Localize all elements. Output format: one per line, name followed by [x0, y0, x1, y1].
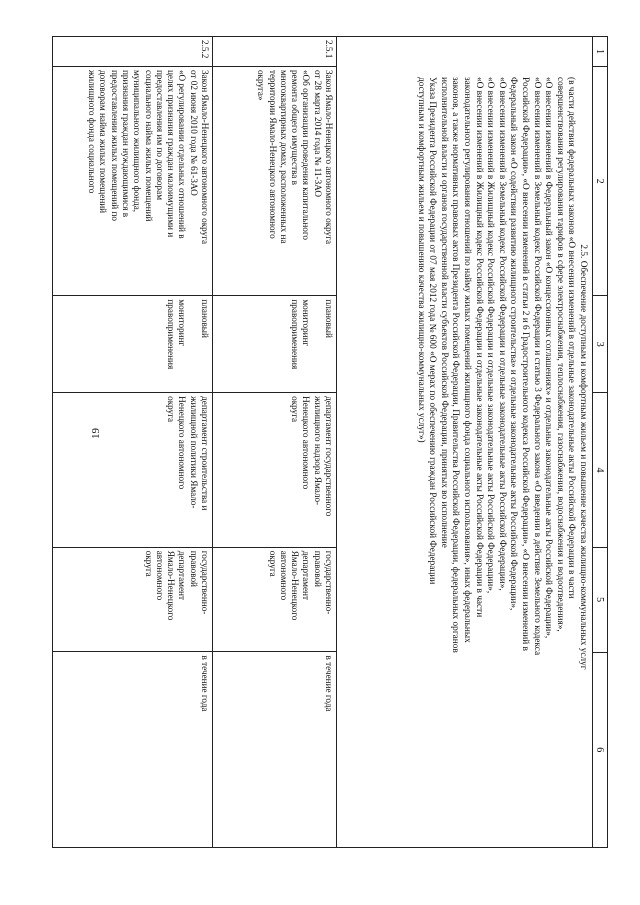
law-cell	[213, 67, 336, 296]
kind-line: правоприменения	[290, 299, 301, 370]
column-header-3: 3	[593, 296, 607, 393]
page-number: 19	[90, 428, 102, 439]
section-line: «О внесении изменений в Земельный кодекс Российской Федерации и статью 3 Федерального закона «О введении в действие Земельного кодекса	[531, 77, 542, 656]
co-executor-cell	[213, 548, 336, 653]
law-line: Закон Ямало-Ненецкого автономного округа	[324, 69, 334, 245]
agency-line: департамент строительства и	[200, 396, 210, 511]
term-line: в течение года	[200, 655, 210, 712]
kind-line: правоприменения	[166, 299, 177, 370]
agency-line: округа	[166, 396, 177, 423]
column-header-2: 2	[593, 67, 607, 296]
kind-line: плановый	[200, 299, 210, 338]
agency-line: Ненецкого автономного	[177, 396, 188, 490]
term-cell	[53, 652, 212, 847]
column-header-1: 1	[593, 37, 607, 67]
law-line: ремонта общего имущества в	[290, 69, 301, 186]
agency-line: жилищной политики Ямало-	[188, 396, 199, 509]
section-line: «О внесении изменений в Жилищный кодекс Российской Федерации и отдельные законодательные акты Российской Федерации»,	[485, 77, 496, 594]
section-line: «О внесении изменений в Земельный кодекс Российской Федерации и отдельные законодательные акты Российской Федерации»,	[496, 77, 507, 591]
section-line: законов, а также нормативных правовых актов Президента Российской Федерации, Правительства Российской Федерации, федеральных органов	[450, 77, 461, 653]
section-line: исполнительной власти и органов государственной власти субъектов Российской Федерации, принятых во исполнение	[438, 77, 449, 548]
kind-cell	[53, 296, 212, 393]
law-line: социального найма жилых помещений	[143, 69, 154, 222]
table-row	[52, 36, 212, 848]
co-line: департамент	[177, 550, 188, 600]
section-line: Российской Федерации», «О внесении изменений в статьи 2 и 6 Градостроительного кодекса Российской Федерации», «О внесении изменений в	[520, 77, 531, 651]
table-row	[212, 36, 336, 848]
section-line: Федеральный закон «О содействии развитию жилищного строительства» и отдельные законодательные акты Российской Федерации»,	[508, 77, 519, 611]
agency-line: жилищного надзора Ямало-	[312, 396, 323, 506]
row-number: 2.5.2	[53, 37, 212, 67]
co-line: правовой	[188, 550, 199, 587]
row-number: 2.5.1	[213, 37, 336, 67]
co-line: округа	[267, 550, 278, 577]
co-line: автономного	[154, 550, 165, 601]
agency-line: Ненецкого автономного	[301, 396, 312, 490]
agency-line: департамент государственного	[324, 396, 334, 517]
law-cell	[53, 67, 212, 296]
section-text	[414, 77, 588, 837]
co-line: Ямало-Ненецкого	[166, 550, 177, 621]
column-header-4: 4	[593, 393, 607, 548]
co-line: правовой	[312, 550, 323, 587]
section-line: «О внесении изменений в Жилищный кодекс Российской Федерации и отдельные законодательные акты Российской Федерации в части	[473, 77, 484, 618]
kind-line	[311, 299, 322, 389]
law-line: от 02 июня 2010 года № 61-ЗАО	[188, 69, 199, 196]
law-line: округа»	[256, 69, 267, 101]
term-line: в течение года	[324, 655, 334, 712]
co-line: государственно-	[324, 550, 334, 615]
law-line: предоставлении жилых помещений по	[109, 69, 120, 221]
co-executor-cell	[53, 548, 212, 653]
co-line: округа	[143, 550, 154, 577]
law-line: предоставления им по договорам	[154, 69, 165, 201]
agency-cell	[213, 393, 336, 548]
law-line: договорам найма жилых помещений	[98, 69, 109, 214]
agency-cell	[53, 393, 212, 548]
section-line: совершенствования регулирования тарифов в сфере электроснабжения, теплоснабжения, газоснабжения, водоснабжения и водоотведения»,	[554, 77, 565, 632]
law-line: «О регулировании отдельных отношений в	[177, 69, 188, 239]
co-line: государственно-	[200, 550, 210, 615]
law-line: признания граждан нуждающимися в	[120, 69, 131, 218]
co-line: автономного	[278, 550, 289, 601]
kind-line: мониторинг	[301, 299, 312, 347]
law-line: территории Ямало-Ненецкого автономного	[267, 69, 278, 239]
law-line: жилищного фонда социального	[87, 69, 98, 194]
column-header-6: 6	[594, 747, 606, 753]
kind-cell	[213, 296, 336, 393]
kind-line: мониторинг	[177, 299, 188, 347]
section-line: Указа Президента Российской Федерации от 07 мая 2012 года № 600 «О мерах по обеспечению граждан Российской Федерации	[427, 77, 438, 585]
law-line: целях признания граждан малоимущими и	[166, 69, 177, 238]
co-line: департамент	[301, 550, 312, 600]
co-line: Ямало-Ненецкого	[290, 550, 301, 621]
section-line: законодательного регулирования отношений по найму жилых помещений жилищного фонда социального использования», иных федеральных	[462, 77, 473, 643]
section-line: доступным и комфортным жильем и повышению качества жилищно-коммунальных услуг»)	[415, 77, 426, 443]
law-line: Закон Ямало-Ненецкого автономного округа	[200, 69, 210, 245]
law-line: муниципального жилищного фонда,	[132, 69, 143, 213]
column-header-5: 5	[593, 548, 607, 653]
column-header-row	[592, 36, 608, 848]
law-line: многоквартирных домах, расположенных на	[278, 69, 289, 244]
kind-line: плановый	[324, 299, 334, 338]
rotated-table	[48, 36, 608, 848]
section-title: 2.5. Обеспечение доступным и комфортным жильем и повышение качества жилищно-коммунальных услуг	[578, 244, 588, 670]
agency-line: округа	[290, 396, 301, 423]
law-line: «Об организации проведения капитального	[301, 69, 312, 241]
section-line: (в части действия федеральных законов «О внесении изменений в отдельные законодательные акты Российской Федерации в части	[566, 77, 577, 599]
law-line: от 28 марта 2014 года № 11-ЗАО	[312, 69, 323, 197]
term-cell	[213, 652, 336, 847]
section-heading	[336, 36, 592, 848]
kind-line	[187, 299, 198, 389]
section-line: «О внесении изменений в Федеральный закон «О концессионных соглашениях» и отдельные законодательные акты Российской Федерации»,	[543, 77, 554, 639]
